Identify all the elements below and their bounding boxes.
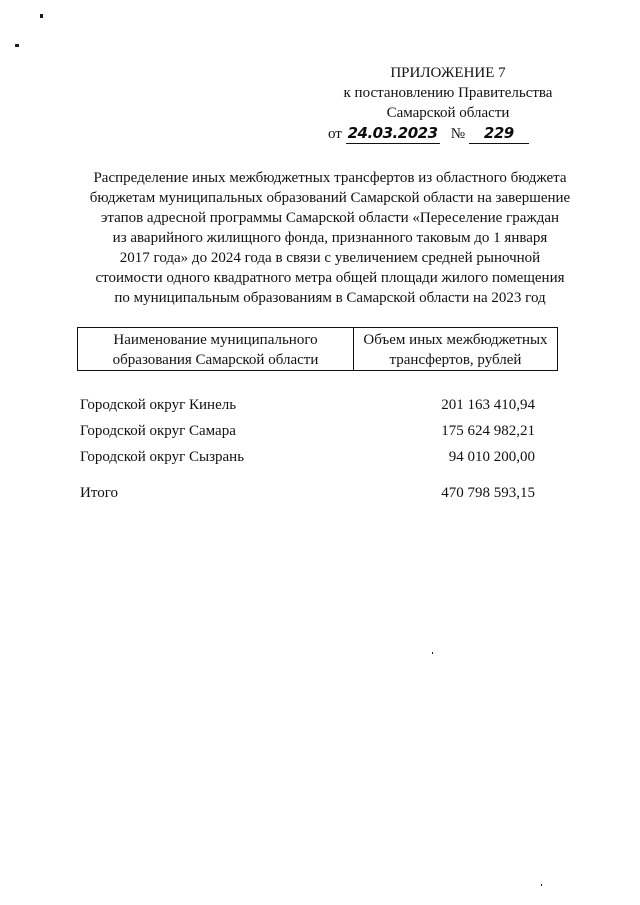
column-header-line: Объем иных межбюджетных [363,332,548,348]
table-body [80,395,560,509]
total-row [80,483,560,509]
date-prefix: от [328,126,342,142]
column-header-municipality [78,328,354,370]
decree-date-number [328,123,578,144]
decree-date: 24.03.2023 [347,124,438,142]
scan-speck [432,652,433,654]
column-header-line: Наименование муниципального [113,332,318,348]
column-header-line: трансфертов, рублей [389,352,522,368]
municipality-name: Городской округ Самара [80,423,236,439]
column-header-line: образования Самарской области [112,352,319,368]
title-line: 2017 года» до 2024 года в связи с увеличением средней рыночной [119,250,541,266]
appendix-header [318,63,578,144]
title-line: из аварийного жилищного фонда, признанного таковым до 1 января [112,230,548,246]
appendix-decree-line: к постановлению Правительства [343,85,553,101]
transfer-amount: 175 624 982,21 [441,423,535,439]
title-line: по муниципальным образованиям в Самарской области на 2023 год [114,290,546,306]
municipality-name: Городской округ Сызрань [80,449,245,465]
table-row [80,395,560,421]
title-line: этапов адресной программы Самарской области «Переселение граждан [100,210,560,226]
total-amount: 470 798 593,15 [441,485,535,501]
title-line: Распределение иных межбюджетных трансфертов из областного бюджета [93,170,567,186]
municipality-name: Городской округ Кинель [80,397,237,413]
table-row [80,421,560,447]
scan-speck [541,884,542,886]
total-label: Итого [80,485,118,501]
appendix-region-line: Самарской области [386,105,510,121]
title-line: стоимости одного квадратного метра общей площади жилого помещения [95,270,565,286]
decree-number: 229 [469,123,529,144]
column-header-amount [354,328,557,370]
table-header [77,327,558,371]
number-prefix: № [450,126,466,142]
transfer-amount: 94 010 200,00 [448,449,535,465]
table-row [80,447,560,473]
transfer-amount: 201 163 410,94 [441,397,535,413]
appendix-title: ПРИЛОЖЕНИЕ 7 [390,65,506,81]
document-title [60,168,600,308]
scan-speck [40,14,43,18]
title-line: бюджетам муниципальных образований Самарской области на завершение [89,190,571,206]
scan-speck [15,44,19,47]
